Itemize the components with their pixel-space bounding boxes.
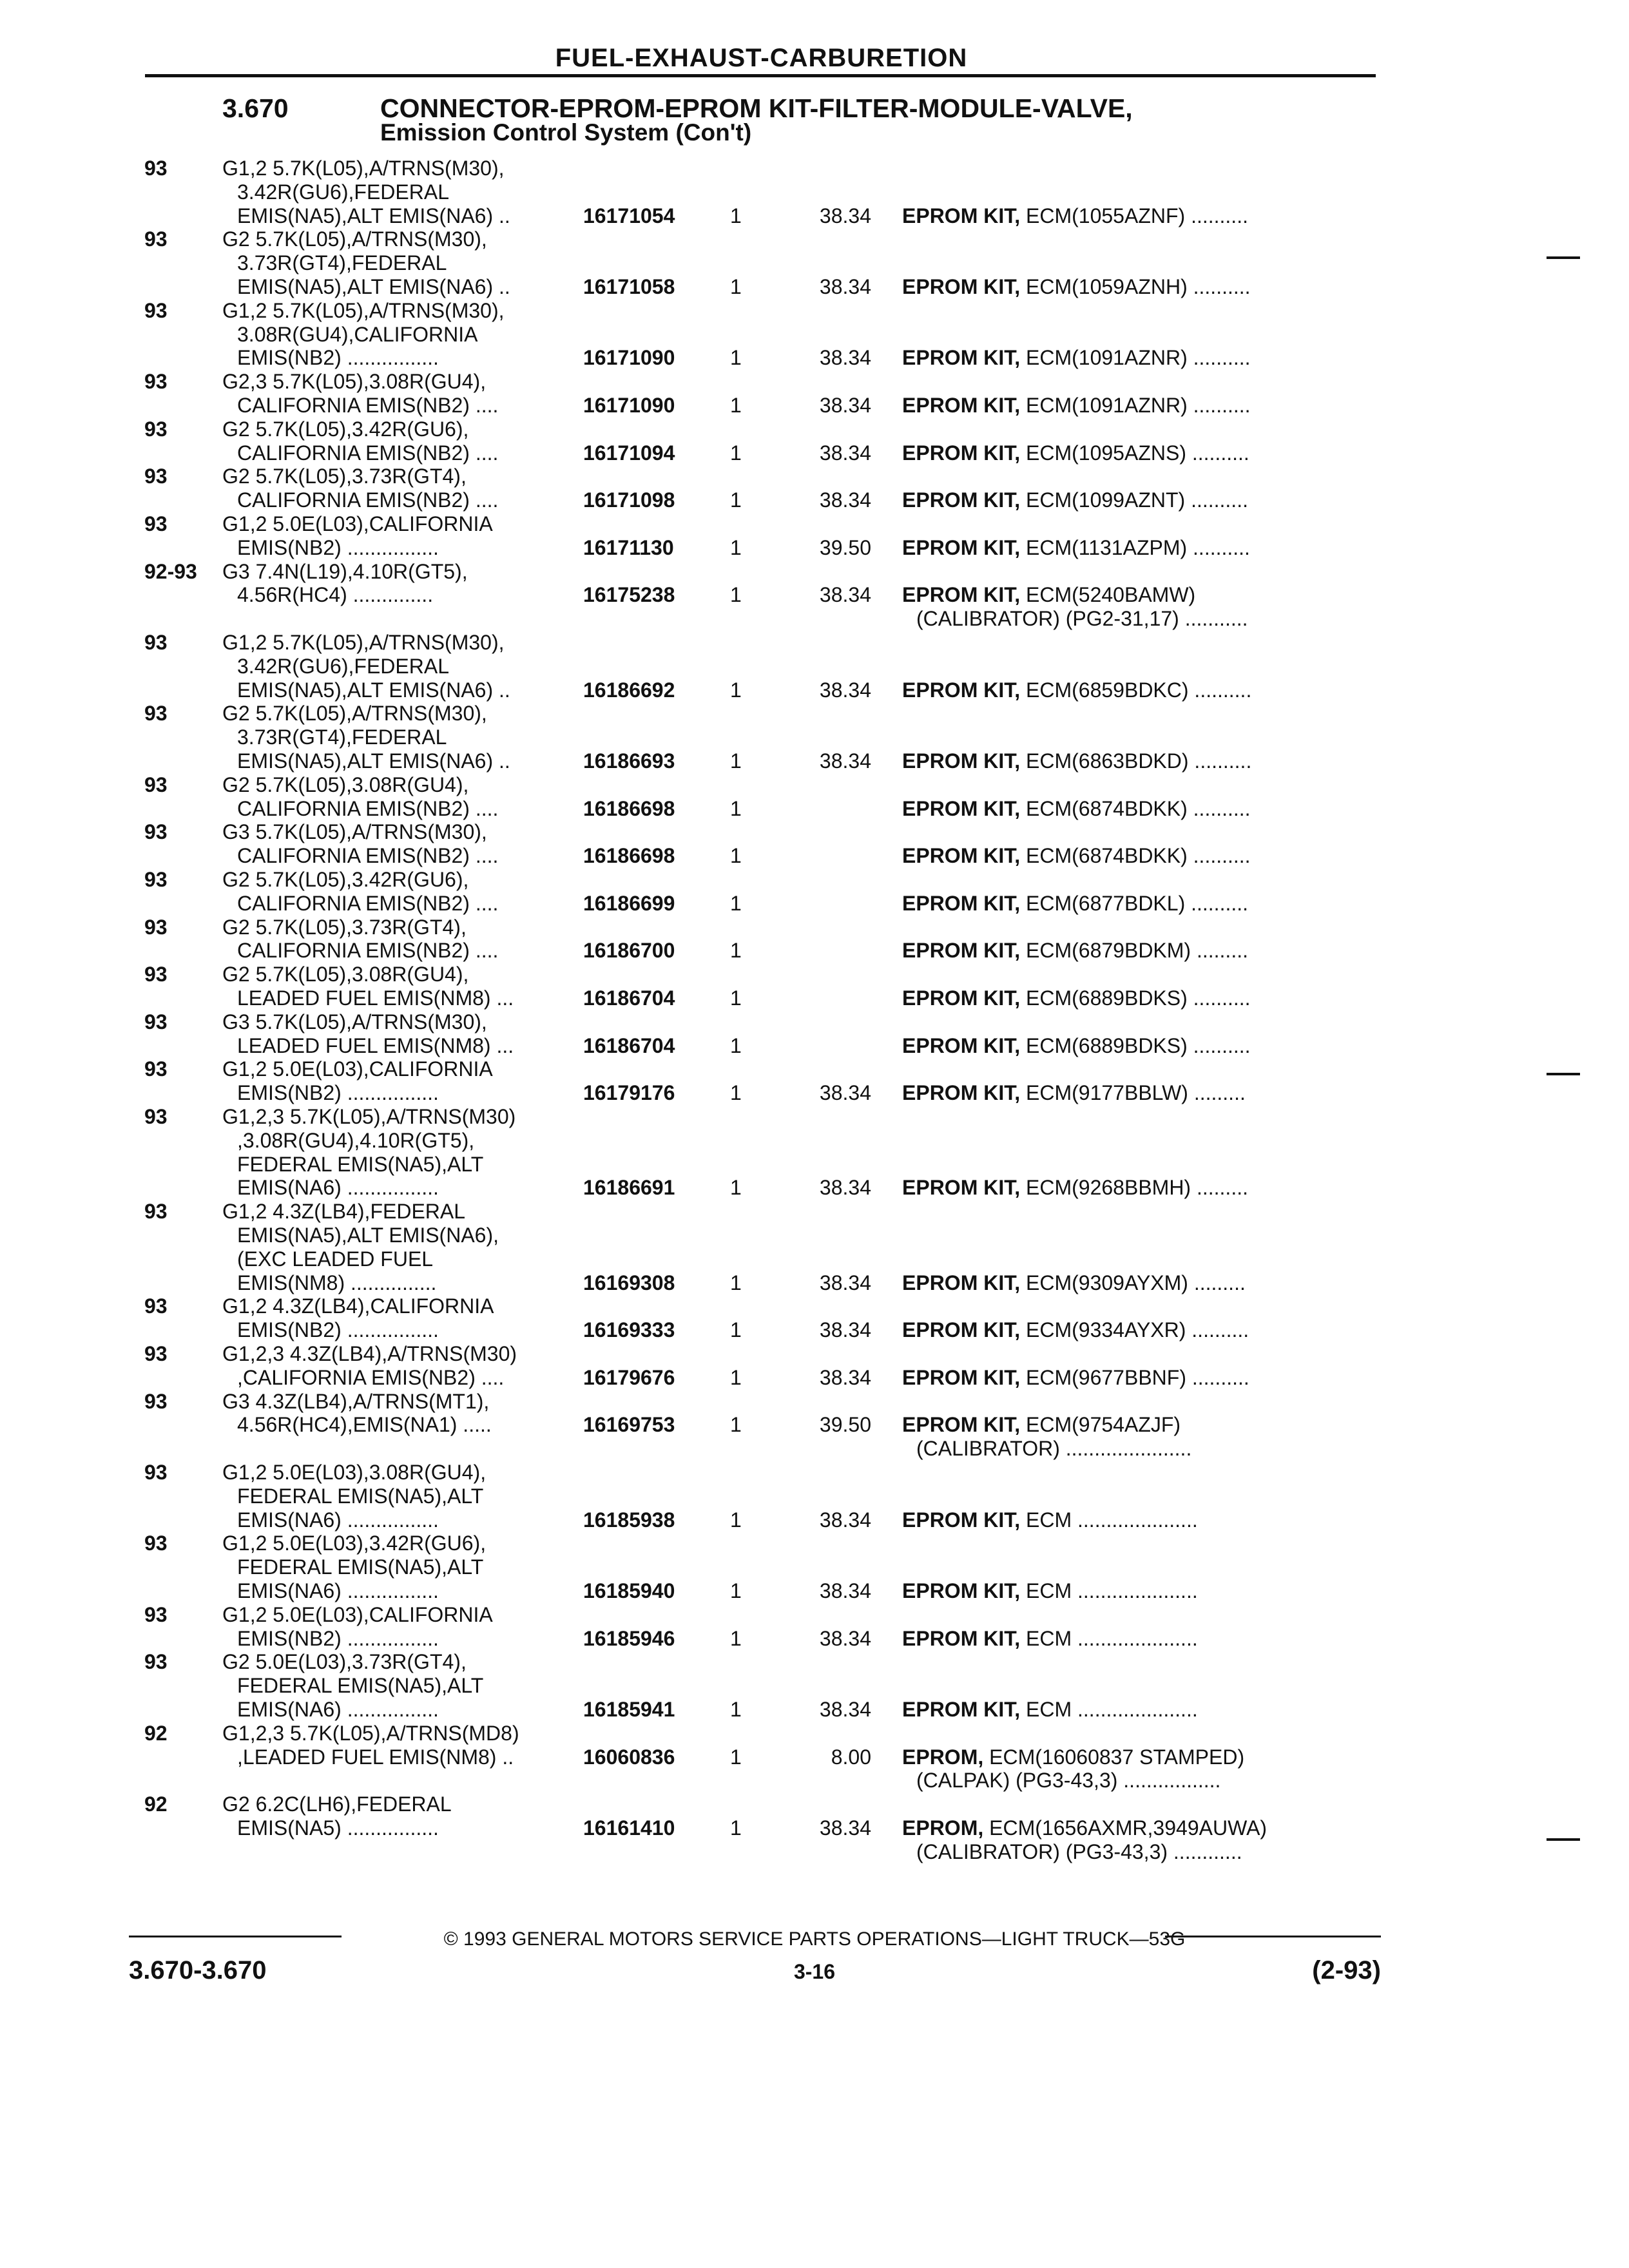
application-line: G3 5.7K(L05),A/TRNS(M30),: [222, 1010, 487, 1033]
model-year: 93: [144, 963, 168, 986]
application-line: EMIS(NB2) ................: [237, 535, 439, 559]
part-description: EPROM KIT, ECM .....................: [902, 1697, 1198, 1721]
model-year: 93: [144, 370, 168, 394]
price: 38.34: [819, 274, 871, 298]
footer-revision-date: (2-93): [1312, 1956, 1381, 1984]
model-year: 93: [144, 1602, 168, 1626]
part-description: EPROM KIT, ECM(9268BBMH) .........: [902, 1176, 1248, 1200]
part-description: EPROM KIT, ECM(1059AZNH) ..........: [902, 274, 1251, 298]
application-line: CALIFORNIA EMIS(NB2) ....: [237, 796, 499, 820]
application-line: G3 4.3Z(LB4),A/TRNS(MT1),: [222, 1389, 490, 1413]
quantity: 1: [730, 1508, 742, 1532]
application-line: EMIS(NB2) ................: [237, 1081, 439, 1105]
part-description: EPROM KIT, ECM(6874BDKK) ..........: [902, 796, 1251, 820]
application-line: CALIFORNIA EMIS(NB2) ....: [237, 488, 499, 512]
quantity: 1: [730, 1033, 742, 1057]
application-line: G2 5.7K(L05),3.08R(GU4),: [222, 963, 469, 986]
application-line: CALIFORNIA EMIS(NB2) ....: [237, 939, 499, 963]
application-line: G2 5.7K(L05),3.73R(GT4),: [222, 465, 467, 488]
part-description: EPROM KIT, ECM(1131AZPM) ..........: [902, 535, 1250, 559]
part-number: 16186700: [583, 939, 675, 963]
quantity: 1: [730, 535, 742, 559]
application-line: G2 5.7K(L05),3.08R(GU4),: [222, 773, 469, 796]
application-line: G1,2 5.0E(L03),CALIFORNIA: [222, 1602, 493, 1626]
application-line: EMIS(NM8) ...............: [237, 1271, 437, 1294]
part-description: (CALIBRATOR) (PG3-43,3) ............: [916, 1840, 1242, 1863]
item-number: 3.670: [222, 93, 289, 123]
price: 38.34: [819, 393, 871, 417]
quantity: 1: [730, 891, 742, 915]
application-line: EMIS(NB2) ................: [237, 346, 439, 370]
application-line: G1,2 5.7K(L05),A/TRNS(M30),: [222, 298, 505, 322]
application-line: G1,2 4.3Z(LB4),FEDERAL: [222, 1200, 466, 1224]
part-number: 16186693: [583, 749, 675, 773]
model-year: 93: [144, 915, 168, 939]
quantity: 1: [730, 1176, 742, 1200]
model-year: 93: [144, 1200, 168, 1224]
application-line: FEDERAL EMIS(NA5),ALT: [237, 1484, 484, 1508]
model-year: 93: [144, 417, 168, 441]
margin-mark: [1547, 1073, 1580, 1075]
application-line: 3.73R(GT4),FEDERAL: [237, 251, 447, 275]
part-description: EPROM KIT, ECM(6889BDKS) ..........: [902, 986, 1251, 1010]
price: 38.34: [819, 1176, 871, 1200]
application-line: LEADED FUEL EMIS(NM8) ...: [237, 986, 514, 1010]
application-line: EMIS(NA5) ................: [237, 1816, 439, 1840]
price: 39.50: [819, 1413, 871, 1437]
quantity: 1: [730, 1365, 742, 1389]
application-line: FEDERAL EMIS(NA5),ALT: [237, 1152, 484, 1176]
part-description: (CALIBRATOR) ......................: [916, 1437, 1192, 1461]
model-year: 93: [144, 227, 168, 251]
application-line: EMIS(NA6) ................: [237, 1508, 439, 1532]
part-description: EPROM KIT, ECM(6874BDKK) ..........: [902, 844, 1251, 868]
part-number: 16179176: [583, 1081, 675, 1105]
model-year: 93: [144, 868, 168, 891]
application-line: G1,2 5.0E(L03),CALIFORNIA: [222, 1057, 493, 1081]
part-number: 16161410: [583, 1816, 675, 1840]
model-year: 92-93: [144, 559, 197, 583]
model-year: 93: [144, 512, 168, 535]
price: 38.34: [819, 1081, 871, 1105]
application-line: G1,2,3 4.3Z(LB4),A/TRNS(M30): [222, 1342, 517, 1365]
application-line: G1,2 5.0E(L03),3.08R(GU4),: [222, 1461, 487, 1484]
model-year: 93: [144, 702, 168, 726]
application-line: 3.73R(GT4),FEDERAL: [237, 726, 447, 749]
part-description: EPROM KIT, ECM(6859BDKC) ..........: [902, 678, 1252, 702]
price: 38.34: [819, 1271, 871, 1294]
application-line: EMIS(NA5),ALT EMIS(NA6) ..: [237, 678, 510, 702]
quantity: 1: [730, 1816, 742, 1840]
application-line: G2 5.7K(L05),3.42R(GU6),: [222, 417, 469, 441]
part-description: EPROM KIT, ECM(6879BDKM) .........: [902, 939, 1248, 963]
item-title: CONNECTOR-EPROM-EPROM KIT-FILTER-MODULE-VALVE,: [380, 93, 1133, 123]
part-number: 16169753: [583, 1413, 675, 1437]
model-year: 92: [144, 1792, 168, 1816]
footer-page-number: 3-16: [793, 1960, 836, 1983]
quantity: 1: [730, 346, 742, 370]
application-line: G3 5.7K(L05),A/TRNS(M30),: [222, 820, 487, 844]
model-year: 93: [144, 1461, 168, 1484]
application-line: G2 5.7K(L05),3.42R(GU6),: [222, 868, 469, 891]
price: 38.34: [819, 346, 871, 370]
model-year: 93: [144, 157, 168, 180]
quantity: 1: [730, 583, 742, 607]
application-line: G1,2,3 5.7K(L05),A/TRNS(MD8): [222, 1721, 519, 1745]
model-year: 93: [144, 1650, 168, 1674]
price: 38.34: [819, 1816, 871, 1840]
part-description: EPROM KIT, ECM(9677BBNF) ..........: [902, 1365, 1249, 1389]
footer-copyright: © 1993 GENERAL MOTORS SERVICE PARTS OPERATIONS—LIGHT TRUCK—53G: [443, 1928, 1186, 1950]
quantity: 1: [730, 1413, 742, 1437]
part-number: 16186699: [583, 891, 675, 915]
application-line: G1,2 5.7K(L05),A/TRNS(M30),: [222, 631, 505, 654]
application-line: G3 7.4N(L19),4.10R(GT5),: [222, 559, 468, 583]
price: 38.34: [819, 749, 871, 773]
application-line: G2 5.7K(L05),3.73R(GT4),: [222, 915, 467, 939]
part-number: 16171098: [583, 488, 675, 512]
quantity: 1: [730, 796, 742, 820]
application-line: 4.56R(HC4),EMIS(NA1) .....: [237, 1413, 492, 1437]
part-description: EPROM, ECM(1656AXMR,3949AUWA): [902, 1816, 1268, 1840]
model-year: 93: [144, 1294, 168, 1318]
model-year: 93: [144, 1342, 168, 1365]
quantity: 1: [730, 1081, 742, 1105]
application-line: EMIS(NB2) ................: [237, 1626, 439, 1650]
part-description: EPROM KIT, ECM(9177BBLW) .........: [902, 1081, 1246, 1105]
part-number: 16175238: [583, 583, 675, 607]
quantity: 1: [730, 204, 742, 227]
part-number: 16179676: [583, 1365, 675, 1389]
part-number: 16185941: [583, 1697, 675, 1721]
application-line: G2 5.0E(L03),3.73R(GT4),: [222, 1650, 467, 1674]
part-number: 16060836: [583, 1745, 675, 1769]
part-number: 16186704: [583, 1033, 675, 1057]
part-number: 16186698: [583, 844, 675, 868]
model-year: 93: [144, 465, 168, 488]
part-description: (CALIBRATOR) (PG2-31,17) ...........: [916, 607, 1248, 631]
part-description: EPROM KIT, ECM .....................: [902, 1579, 1198, 1602]
part-number: 16186691: [583, 1176, 675, 1200]
price: 38.34: [819, 1318, 871, 1342]
application-line: G1,2 5.0E(L03),CALIFORNIA: [222, 512, 493, 535]
part-description: EPROM KIT, ECM(1095AZNS) ..........: [902, 441, 1249, 465]
quantity: 1: [730, 441, 742, 465]
part-description: EPROM KIT, ECM(1091AZNR) ..........: [902, 346, 1251, 370]
price: 38.34: [819, 441, 871, 465]
application-line: EMIS(NA6) ................: [237, 1579, 439, 1602]
price: 8.00: [831, 1745, 871, 1769]
price: 38.34: [819, 1579, 871, 1602]
quantity: 1: [730, 1271, 742, 1294]
application-line: 3.42R(GU6),FEDERAL: [237, 654, 449, 678]
part-number: 16171090: [583, 346, 675, 370]
quantity: 1: [730, 488, 742, 512]
model-year: 92: [144, 1721, 168, 1745]
application-line: G1,2 4.3Z(LB4),CALIFORNIA: [222, 1294, 494, 1318]
part-description: (CALPAK) (PG3-43,3) .................: [916, 1769, 1221, 1792]
quantity: 1: [730, 1745, 742, 1769]
model-year: 93: [144, 773, 168, 796]
margin-mark: [1547, 256, 1580, 259]
application-line: CALIFORNIA EMIS(NB2) ....: [237, 891, 499, 915]
application-line: EMIS(NA6) ................: [237, 1176, 439, 1200]
part-description: EPROM KIT, ECM .....................: [902, 1508, 1198, 1532]
price: 38.34: [819, 1508, 871, 1532]
part-description: EPROM, ECM(16060837 STAMPED): [902, 1745, 1245, 1769]
part-description: EPROM KIT, ECM(6889BDKS) ..........: [902, 1033, 1251, 1057]
price: 38.34: [819, 678, 871, 702]
application-line: G1,2,3 5.7K(L05),A/TRNS(M30): [222, 1105, 516, 1128]
quantity: 1: [730, 678, 742, 702]
part-number: 16185940: [583, 1579, 675, 1602]
part-number: 16171054: [583, 204, 675, 227]
model-year: 93: [144, 820, 168, 844]
quantity: 1: [730, 1626, 742, 1650]
application-line: EMIS(NA5),ALT EMIS(NA6) ..: [237, 204, 510, 227]
item-subtitle: Emission Control System (Con't): [380, 119, 752, 146]
quantity: 1: [730, 986, 742, 1010]
part-description: EPROM KIT, ECM(9309AYXM) .........: [902, 1271, 1246, 1294]
price: 38.34: [819, 488, 871, 512]
model-year: 93: [144, 1389, 168, 1413]
model-year: 93: [144, 631, 168, 654]
price: 38.34: [819, 204, 871, 227]
quantity: 1: [730, 1579, 742, 1602]
application-line: G1,2 5.7K(L05),A/TRNS(M30),: [222, 157, 505, 180]
application-line: G2 5.7K(L05),A/TRNS(M30),: [222, 702, 487, 726]
application-line: FEDERAL EMIS(NA5),ALT: [237, 1555, 484, 1579]
application-line: 4.56R(HC4) ..............: [237, 583, 434, 607]
application-line: G1,2 5.0E(L03),3.42R(GU6),: [222, 1532, 487, 1555]
footer-item-range: 3.670-3.670: [129, 1956, 267, 1984]
application-line: 3.42R(GU6),FEDERAL: [237, 180, 449, 204]
part-number: 16185946: [583, 1626, 675, 1650]
part-number: 16186692: [583, 678, 675, 702]
part-description: EPROM KIT, ECM(9754AZJF): [902, 1413, 1181, 1437]
price: 38.34: [819, 1626, 871, 1650]
part-description: EPROM KIT, ECM(9334AYXR) ..........: [902, 1318, 1249, 1342]
model-year: 93: [144, 1010, 168, 1033]
quantity: 1: [730, 1697, 742, 1721]
section-title: FUEL-EXHAUST-CARBURETION: [555, 44, 968, 72]
application-line: EMIS(NA5),ALT EMIS(NA6) ..: [237, 749, 510, 773]
application-line: CALIFORNIA EMIS(NB2) ....: [237, 441, 499, 465]
quantity: 1: [730, 749, 742, 773]
part-number: 16186704: [583, 986, 675, 1010]
part-description: EPROM KIT, ECM(1055AZNF) ..........: [902, 204, 1248, 227]
application-line: G2 6.2C(LH6),FEDERAL: [222, 1792, 452, 1816]
price: 39.50: [819, 535, 871, 559]
margin-mark: [1547, 1838, 1580, 1841]
part-number: 16169333: [583, 1318, 675, 1342]
application-line: (EXC LEADED FUEL: [237, 1247, 434, 1271]
part-number: 16171090: [583, 393, 675, 417]
application-line: G2,3 5.7K(L05),3.08R(GU4),: [222, 370, 487, 394]
model-year: 93: [144, 1105, 168, 1128]
part-description: EPROM KIT, ECM(1099AZNT) ..........: [902, 488, 1248, 512]
application-line: G2 5.7K(L05),A/TRNS(M30),: [222, 227, 487, 251]
quantity: 1: [730, 939, 742, 963]
application-line: ,LEADED FUEL EMIS(NM8) ..: [237, 1745, 514, 1769]
application-line: CALIFORNIA EMIS(NB2) ....: [237, 393, 499, 417]
application-line: EMIS(NA5),ALT EMIS(NA6) ..: [237, 274, 510, 298]
model-year: 93: [144, 298, 168, 322]
part-number: 16171130: [583, 535, 674, 559]
application-line: EMIS(NA6) ................: [237, 1697, 439, 1721]
model-year: 93: [144, 1057, 168, 1081]
application-line: ,3.08R(GU4),4.10R(GT5),: [237, 1128, 475, 1152]
part-description: EPROM KIT, ECM(5240BAMW): [902, 583, 1196, 607]
quantity: 1: [730, 274, 742, 298]
part-number: 16186698: [583, 796, 675, 820]
part-description: EPROM KIT, ECM(1091AZNR) ..........: [902, 393, 1251, 417]
price: 38.34: [819, 583, 871, 607]
application-line: LEADED FUEL EMIS(NM8) ...: [237, 1033, 514, 1057]
part-description: EPROM KIT, ECM(6863BDKD) ..........: [902, 749, 1252, 773]
part-number: 16169308: [583, 1271, 675, 1294]
part-number: 16185938: [583, 1508, 675, 1532]
part-description: EPROM KIT, ECM .....................: [902, 1626, 1198, 1650]
price: 38.34: [819, 1365, 871, 1389]
application-line: FEDERAL EMIS(NA5),ALT: [237, 1674, 484, 1698]
application-line: CALIFORNIA EMIS(NB2) ....: [237, 844, 499, 868]
part-number: 16171058: [583, 274, 675, 298]
application-line: EMIS(NA5),ALT EMIS(NA6),: [237, 1223, 499, 1247]
model-year: 93: [144, 1532, 168, 1555]
part-description: EPROM KIT, ECM(6877BDKL) ..........: [902, 891, 1249, 915]
quantity: 1: [730, 844, 742, 868]
quantity: 1: [730, 393, 742, 417]
part-number: 16171094: [583, 441, 675, 465]
application-line: 3.08R(GU4),CALIFORNIA: [237, 322, 478, 346]
application-line: ,CALIFORNIA EMIS(NB2) ....: [237, 1365, 505, 1389]
quantity: 1: [730, 1318, 742, 1342]
price: 38.34: [819, 1697, 871, 1721]
application-line: EMIS(NB2) ................: [237, 1318, 439, 1342]
